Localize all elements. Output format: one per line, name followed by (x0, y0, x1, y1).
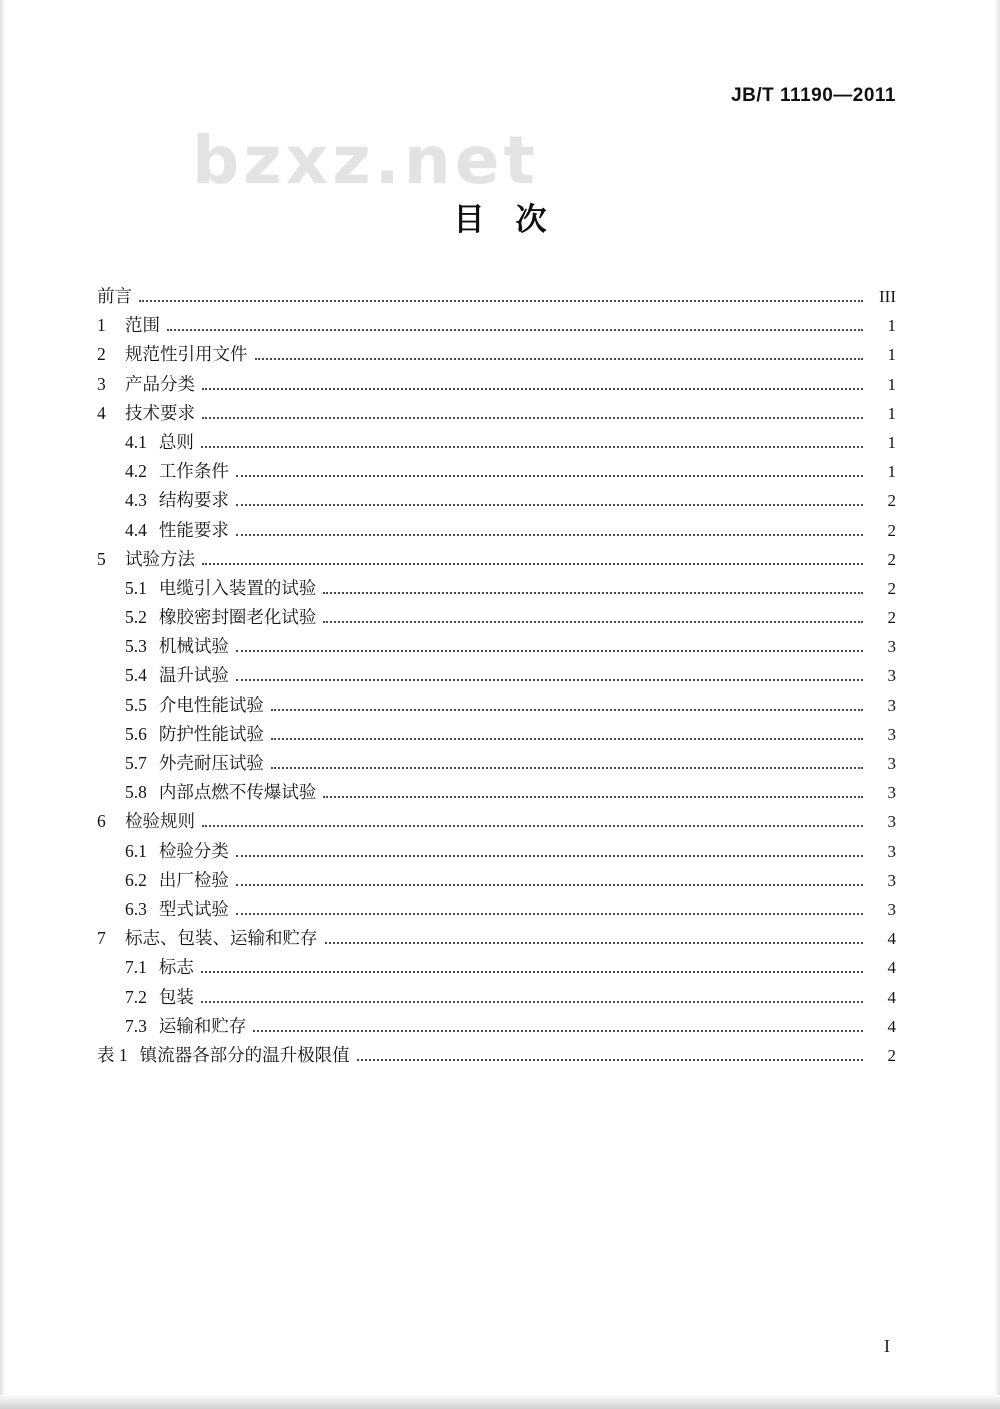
toc-entry (97, 429, 896, 458)
toc-entry-number: 2 (97, 344, 106, 365)
toc-entry-label: 总则 (158, 431, 194, 452)
toc-entry-label: 防护性能试验 (158, 723, 264, 744)
toc-entry-page: 1 (887, 432, 896, 452)
dotted-leader (202, 417, 863, 419)
dotted-leader (236, 504, 863, 506)
dotted-leader (271, 767, 863, 769)
toc-entry-page: 2 (887, 549, 896, 569)
dotted-leader (323, 592, 863, 594)
toc-entry-page: 3 (887, 724, 896, 744)
toc-entry (97, 517, 896, 546)
page-title: 目 次 (453, 202, 547, 237)
toc-entry-page: 1 (887, 462, 896, 482)
toc-entry-label: 包装 (158, 986, 194, 1007)
toc-entry-label: 外壳耐压试验 (158, 753, 264, 773)
toc-entry-number: 3 (97, 373, 106, 394)
toc-entry (97, 604, 896, 633)
toc-entry-page: 4 (887, 1016, 896, 1036)
toc-entry-number: 5.2 (125, 607, 147, 628)
standard-number: JB/T 11190—2011 (731, 85, 896, 106)
dotted-leader (271, 738, 863, 740)
toc-entry (97, 779, 896, 808)
dotted-leader (202, 563, 863, 565)
dotted-leader (236, 884, 863, 886)
toc-entry-label: 技术要求 (125, 402, 195, 423)
toc-entry-number: 4.3 (125, 490, 147, 511)
toc-entry-number: 6.3 (125, 898, 147, 919)
dotted-leader (139, 300, 863, 302)
toc-entry-label: 规范性引用文件 (125, 344, 248, 365)
toc-entry-label: 标志、包装、运输和贮存 (125, 928, 318, 949)
page-bottom-edge-shadow (0, 1395, 1000, 1409)
toc-entry-page: 3 (887, 812, 896, 832)
toc-entry-number: 5 (97, 548, 106, 569)
dotted-leader (202, 388, 863, 390)
toc-entry-page: 1 (887, 403, 896, 423)
dotted-leader (236, 475, 863, 477)
toc-entry (97, 692, 896, 721)
toc-entry-label: 橡胶密封圈老化试验 (158, 607, 317, 628)
dotted-leader (236, 855, 863, 857)
toc-entry-label: 内部点燃不传爆试验 (158, 782, 317, 803)
toc-entry-number: 5.8 (125, 782, 147, 803)
toc-entry (97, 458, 896, 487)
toc-entry-page: 4 (887, 929, 896, 949)
toc-entry (97, 575, 896, 604)
toc-entry (97, 1013, 896, 1042)
dotted-leader (236, 679, 863, 681)
toc-entry-page: 1 (887, 345, 896, 365)
toc-entry-page: III (879, 287, 896, 306)
dotted-leader (167, 329, 863, 331)
toc-entry-page: 2 (887, 578, 896, 598)
toc-entry-page: 4 (887, 987, 896, 1007)
toc-entry (97, 662, 896, 691)
dotted-leader (357, 1059, 863, 1061)
toc-entry (97, 954, 896, 983)
dotted-leader (236, 534, 863, 536)
dotted-leader (323, 796, 863, 798)
toc-entry-page: 2 (887, 608, 896, 628)
toc-entry-label: 出厂检验 (158, 869, 229, 890)
toc-entry-number: 5.1 (125, 577, 147, 598)
toc-entry-number: 6.1 (125, 840, 147, 861)
toc-entry-number: 6 (97, 811, 106, 832)
toc-entry (97, 808, 896, 837)
toc-entry-label: 检验分类 (158, 840, 229, 861)
page-number: I (884, 1336, 890, 1356)
toc-entry-page: 3 (887, 899, 896, 919)
toc-entry (97, 487, 896, 516)
toc-entry-number: 1 (97, 315, 106, 336)
toc-entry-page: 3 (887, 783, 896, 803)
toc-entry (97, 341, 896, 370)
toc-entry (97, 867, 896, 896)
toc-entry-number: 5.3 (125, 636, 147, 657)
toc-entry (97, 925, 896, 954)
toc-entry-label: 标志 (158, 957, 194, 978)
toc-entry-number: 表 1 (97, 1044, 128, 1065)
dotted-leader (323, 621, 863, 623)
dotted-leader (253, 1030, 863, 1032)
dotted-leader (201, 971, 863, 973)
toc-entry-page: 4 (887, 958, 896, 978)
toc-entry-number: 4.4 (125, 519, 147, 540)
toc-entry (97, 312, 896, 341)
toc-entry-page: 1 (887, 316, 896, 336)
toc-entry (97, 721, 896, 750)
toc-entry-number: 5.5 (125, 694, 147, 715)
toc-entry-label: 电缆引入装置的试验 (158, 577, 317, 598)
toc-entry-number: 7 (97, 928, 106, 949)
toc-entry-page: 3 (887, 695, 896, 715)
toc-entry-number: 5.7 (125, 753, 147, 773)
toc-entry-label: 温升试验 (158, 665, 229, 686)
toc-entry-page: 3 (887, 870, 896, 890)
toc-entry (97, 400, 896, 429)
toc-entry-number: 7.3 (125, 1015, 147, 1036)
toc-entry-page: 2 (887, 520, 896, 540)
toc-entry-page: 3 (887, 666, 896, 686)
toc-entry-page: 2 (887, 491, 896, 511)
toc-entry-number: 7.2 (125, 986, 147, 1007)
watermark: bzxz.net (192, 122, 540, 199)
toc-entry (97, 633, 896, 662)
toc-entry-page: 3 (887, 841, 896, 861)
toc-entry-label: 前言 (97, 286, 132, 306)
table-of-contents (97, 283, 896, 1071)
toc-entry-label: 产品分类 (125, 373, 195, 394)
toc-entry (97, 838, 896, 867)
toc-entry-label: 工作条件 (158, 461, 229, 482)
toc-entry-number: 4.2 (125, 461, 147, 482)
toc-entry (97, 896, 896, 925)
toc-entry-label: 试验方法 (125, 548, 195, 569)
toc-entry (97, 750, 896, 779)
toc-entry-page: 1 (887, 374, 896, 394)
toc-entry (97, 371, 896, 400)
dotted-leader (325, 942, 864, 944)
toc-entry-label: 型式试验 (158, 898, 229, 919)
toc-entry-label: 运输和贮存 (158, 1015, 247, 1036)
toc-entry-number: 4.1 (125, 431, 147, 452)
toc-entry-label: 介电性能试验 (158, 694, 264, 715)
toc-entry-number: 4 (97, 402, 106, 423)
toc-entry-label: 镇流器各部分的温升极限值 (139, 1044, 350, 1065)
dotted-leader (236, 650, 863, 652)
dotted-leader (271, 709, 863, 711)
toc-entry-number: 5.4 (125, 665, 147, 686)
toc-entry (97, 1042, 896, 1071)
toc-entry (97, 984, 896, 1013)
toc-entry (97, 283, 896, 312)
toc-entry-label: 机械试验 (158, 636, 229, 657)
toc-entry-page: 3 (887, 754, 896, 773)
toc-entry-label: 性能要求 (158, 519, 229, 540)
toc-entry-number: 6.2 (125, 869, 147, 890)
toc-entry-number: 7.1 (125, 957, 147, 978)
toc-entry (97, 546, 896, 575)
dotted-leader (201, 446, 863, 448)
toc-entry-page: 3 (887, 637, 896, 657)
toc-entry-number: 5.6 (125, 723, 147, 744)
toc-entry-page: 2 (887, 1045, 896, 1065)
toc-entry-label: 结构要求 (158, 490, 229, 511)
dotted-leader (255, 358, 864, 360)
dotted-leader (201, 1001, 863, 1003)
toc-entry-label: 范围 (125, 315, 160, 336)
dotted-leader (236, 913, 863, 915)
toc-entry-label: 检验规则 (125, 811, 195, 832)
dotted-leader (202, 825, 863, 827)
